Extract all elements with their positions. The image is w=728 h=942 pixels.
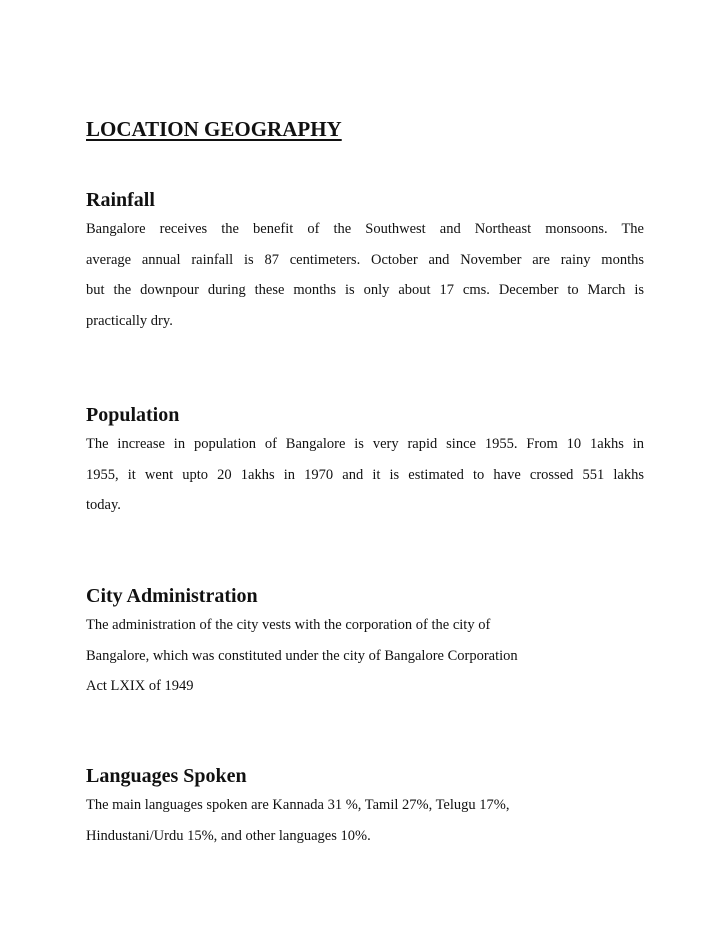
administration-line-3: Act LXIX of 1949 [86,678,194,694]
rainfall-line-4: practically dry. [86,312,173,329]
population-line-2: 1955, it went upto 20 1akhs in 1970 and it is estimated to have crossed 551 lakhs [86,466,644,483]
section-rainfall [86,188,644,336]
page-title: LOCATION GEOGRAPHY [86,117,342,141]
administration-line-2: Bangalore, which was constituted under the city of Bangalore Corporation [86,647,518,664]
section-body-languages-spoken [86,790,644,851]
section-heading-languages-spoken: Languages Spoken [86,765,247,787]
section-heading-city-administration: City Administration [86,585,258,607]
languages-line-2: Hindustani/Urdu 15%, and other languages 10%. [86,827,371,844]
administration-line-1: The administration of the city vests with the corporation of the city of [86,617,491,633]
population-line-3: today. [86,497,121,513]
languages-line-1: The main languages spoken are Kannada 31 %, Tamil 27%, Telugu 17%, [86,797,510,813]
section-body-population [86,429,644,521]
population-line-1: The increase in population of Bangalore is very rapid since 1955. From 10 1akhs in [86,436,644,452]
section-heading-rainfall: Rainfall [86,189,155,211]
rainfall-line-3: but the downpour during these months is only about 17 cms. December to March is [86,282,644,298]
section-heading-population: Population [86,404,180,426]
section-body-city-administration [86,610,644,702]
section-city-administration [86,584,644,702]
rainfall-line-2: average annual rainfall is 87 centimeters. October and November are rainy months [86,251,644,268]
section-body-rainfall [86,214,644,336]
section-population [86,403,644,521]
section-languages-spoken [86,764,644,851]
rainfall-line-1: Bangalore receives the benefit of the Southwest and Northeast monsoons. The [86,221,644,237]
